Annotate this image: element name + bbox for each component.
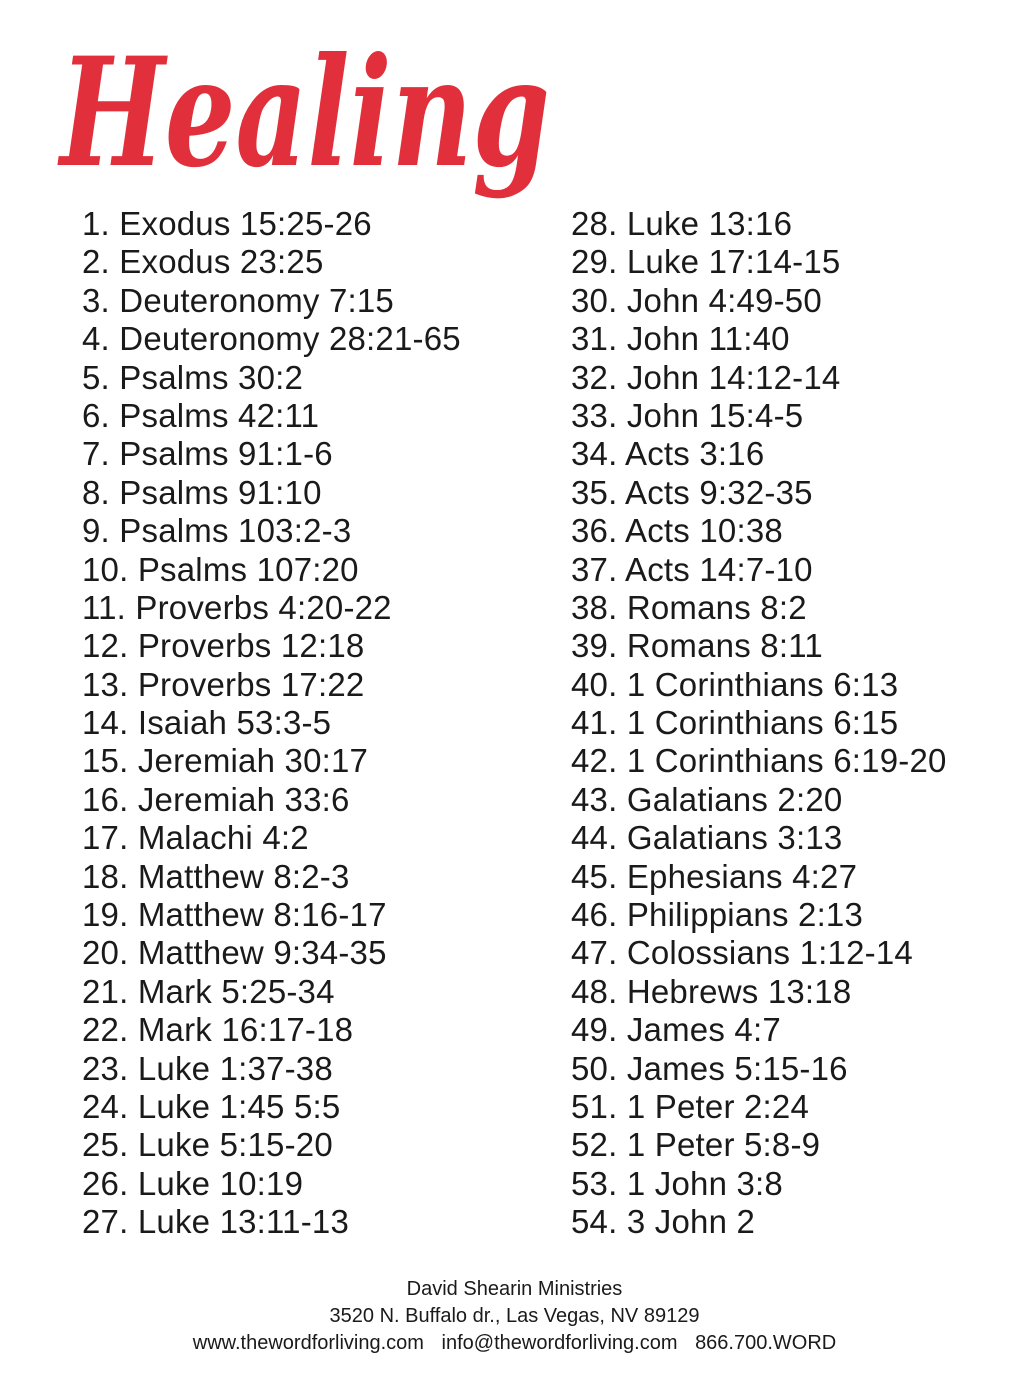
reference-item: 8. Psalms 91:10 <box>82 473 322 511</box>
reference-item: 24. Luke 1:45 5:5 <box>82 1087 341 1125</box>
address: 3520 N. Buffalo dr., Las Vegas, NV 89129 <box>329 1305 700 1327</box>
title-lettering <box>50 0 570 240</box>
reference-item: 31. John 11:40 <box>571 320 790 358</box>
reference-item: 49. James 4:7 <box>571 1011 781 1049</box>
reference-item: 23. Luke 1:37-38 <box>82 1049 333 1087</box>
reference-item: 26. Luke 10:19 <box>82 1164 304 1202</box>
reference-item: 10. Psalms 107:20 <box>82 550 359 588</box>
reference-item: 2. Exodus 23:25 <box>82 243 324 281</box>
reference-item: 6. Psalms 42:11 <box>82 396 320 434</box>
reference-item: 20. Matthew 9:34-35 <box>82 934 387 972</box>
reference-item: 44. Galatians 3:13 <box>571 819 843 857</box>
reference-item: 21. Mark 5:25-34 <box>82 972 335 1010</box>
reference-item: 40. 1 Corinthians 6:13 <box>571 665 899 703</box>
reference-item: 36. Acts 10:38 <box>571 512 783 550</box>
title-text: Healing <box>57 25 550 201</box>
reference-item: 43. Galatians 2:20 <box>571 780 843 818</box>
reference-item: 18. Matthew 8:2-3 <box>82 857 350 895</box>
reference-item: 14. Isaiah 53:3-5 <box>82 704 332 742</box>
website-link[interactable]: www.thewordforliving.com <box>192 1332 424 1354</box>
reference-item: 37. Acts 14:7-10 <box>571 550 813 588</box>
footer <box>0 1276 1029 1357</box>
reference-item: 15. Jeremiah 30:17 <box>82 742 369 780</box>
reference-list-right <box>571 205 947 1242</box>
reference-item: 35. Acts 9:32-35 <box>571 473 813 511</box>
reference-item: 30. John 4:49-50 <box>571 281 822 319</box>
reference-item: 33. John 15:4-5 <box>571 396 804 434</box>
reference-item: 48. Hebrews 13:18 <box>571 972 852 1010</box>
reference-item: 22. Mark 16:17-18 <box>82 1011 354 1049</box>
reference-item: 17. Malachi 4:2 <box>82 819 309 857</box>
contact-line <box>0 1330 1029 1357</box>
reference-item: 42. 1 Corinthians 6:19-20 <box>571 742 947 780</box>
reference-list-left <box>82 205 461 1242</box>
reference-item: 3. Deuteronomy 7:15 <box>82 281 394 319</box>
reference-item: 9. Psalms 103:2-3 <box>82 512 352 550</box>
reference-item: 54. 3 John 2 <box>571 1203 756 1241</box>
reference-item: 45. Ephesians 4:27 <box>571 857 858 895</box>
page-title <box>50 0 570 240</box>
reference-item: 28. Luke 13:16 <box>571 205 793 242</box>
reference-item: 29. Luke 17:14-15 <box>571 243 841 281</box>
reference-item: 11. Proverbs 4:20-22 <box>82 588 392 626</box>
reference-item: 5. Psalms 30:2 <box>82 358 304 396</box>
reference-item: 13. Proverbs 17:22 <box>82 665 365 703</box>
organization-name: David Shearin Ministries <box>406 1278 623 1300</box>
reference-item: 34. Acts 3:16 <box>571 435 765 473</box>
reference-item: 16. Jeremiah 33:6 <box>82 780 350 818</box>
reference-item: 27. Luke 13:11-13 <box>82 1203 349 1241</box>
reference-item: 38. Romans 8:2 <box>571 588 807 626</box>
reference-item: 25. Luke 5:15-20 <box>82 1126 333 1164</box>
email-link[interactable]: info@thewordforliving.com <box>441 1332 678 1354</box>
reference-item: 50. James 5:15-16 <box>571 1049 848 1087</box>
phone-number: 866.700.WORD <box>695 1332 837 1354</box>
reference-item: 32. John 14:12-14 <box>571 358 841 396</box>
reference-item: 19. Matthew 8:16-17 <box>82 896 387 934</box>
reference-item: 51. 1 Peter 2:24 <box>571 1087 810 1125</box>
reference-item: 7. Psalms 91:1-6 <box>82 435 333 473</box>
reference-item: 46. Philippians 2:13 <box>571 896 864 934</box>
reference-item: 12. Proverbs 12:18 <box>82 627 365 665</box>
reference-item: 53. 1 John 3:8 <box>571 1164 783 1202</box>
reference-item: 47. Colossians 1:12-14 <box>571 934 913 972</box>
reference-item: 52. 1 Peter 5:8-9 <box>571 1126 821 1164</box>
reference-item: 39. Romans 8:11 <box>571 627 823 665</box>
reference-item: 4. Deuteronomy 28:21-65 <box>82 320 461 358</box>
reference-item: 1. Exodus 15:25-26 <box>82 205 372 242</box>
reference-item: 41. 1 Corinthians 6:15 <box>571 704 899 742</box>
